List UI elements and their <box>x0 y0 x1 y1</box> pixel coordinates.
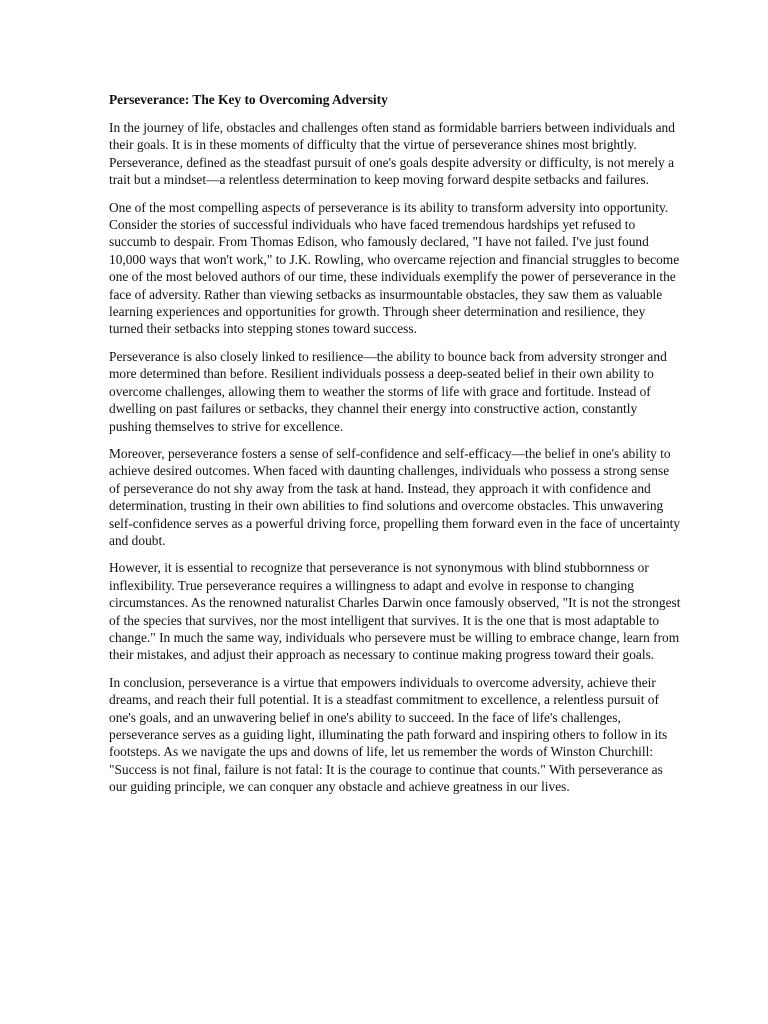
paragraph-6: In conclusion, perseverance is a virtue that empowers individuals to overcome adversity, achieve their dreams, and reach their full potential. It is a steadfast commitment to excellence, a relentless pursuit of one's goals, and an unwavering belief in one's ability to succeed. In the face of life's challenges, perseverance serves as a guiding light, illuminating the path forward and inspiring others to follow in its footsteps. As we navigate the ups and downs of life, let us remember the words of Winston Churchill: "Success is not final, failure is not fatal: It is the courage to continue that counts." With perseverance as our guiding principle, we can conquer any obstacle and achieve greatness in our lives. <box>109 674 668 795</box>
paragraph-4: Moreover, perseverance fosters a sense of self-confidence and self-efficacy—the belief in one's ability to achieve desired outcomes. When faced with daunting challenges, individuals who possess a strong sense of perseverance do not shy away from the task at hand. Instead, they approach it with confidence and determination, trusting in their own abilities to find solutions and overcome obstacles. This unwavering self-confidence serves as a powerful driving force, propelling them forward even in the face of uncertainty and doubt. <box>109 445 681 548</box>
document-page <box>109 91 681 806</box>
paragraph-2: One of the most compelling aspects of perseverance is its ability to transform adversity into opportunity. Consider the stories of successful individuals who have faced tremendous hardships yet refused to succumb to despair. From Thomas Edison, who famously declared, "I have not failed. I've just found 10,000 ways that won't work," to J.K. Rowling, who overcame rejection and financial struggles to become one of the most beloved authors of our time, these individuals exemplify the power of perseverance in the face of adversity. Rather than viewing setbacks as insurmountable obstacles, they saw them as valuable learning experiences and opportunities for growth. Through sheer determination and resilience, they turned their setbacks into stepping stones toward success. <box>109 199 680 337</box>
document-title: Perseverance: The Key to Overcoming Adversity <box>109 92 388 107</box>
paragraph-1: In the journey of life, obstacles and challenges often stand as formidable barriers between individuals and their goals. It is in these moments of difficulty that the virtue of perseverance shines most brightly. Perseverance, defined as the steadfast pursuit of one's goals despite adversity or difficulty, is not merely a trait but a mindset—a relentless determination to keep moving forward despite setbacks and failures. <box>109 120 675 188</box>
paragraph-3: Perseverance is also closely linked to resilience—the ability to bounce back from adversity stronger and more determined than before. Resilient individuals possess a deep-seated belief in their own ability to overcome challenges, allowing them to weather the storms of life with grace and fortitude. Instead of dwelling on past failures or setbacks, they channel their energy into constructive action, constantly pushing themselves to strive for excellence. <box>109 348 667 434</box>
paragraph-5: However, it is essential to recognize that perseverance is not synonymous with blind stubbornness or inflexibility. True perseverance requires a willingness to adapt and evolve in response to changing circumstances. As the renowned naturalist Charles Darwin once famously observed, "It is not the strongest of the species that survives, nor the most intelligent that survives. It is the one that is most adaptable to change." In much the same way, individuals who persevere must be willing to embrace change, learn from their mistakes, and adjust their approach as necessary to continue making progress toward their goals. <box>109 560 681 663</box>
